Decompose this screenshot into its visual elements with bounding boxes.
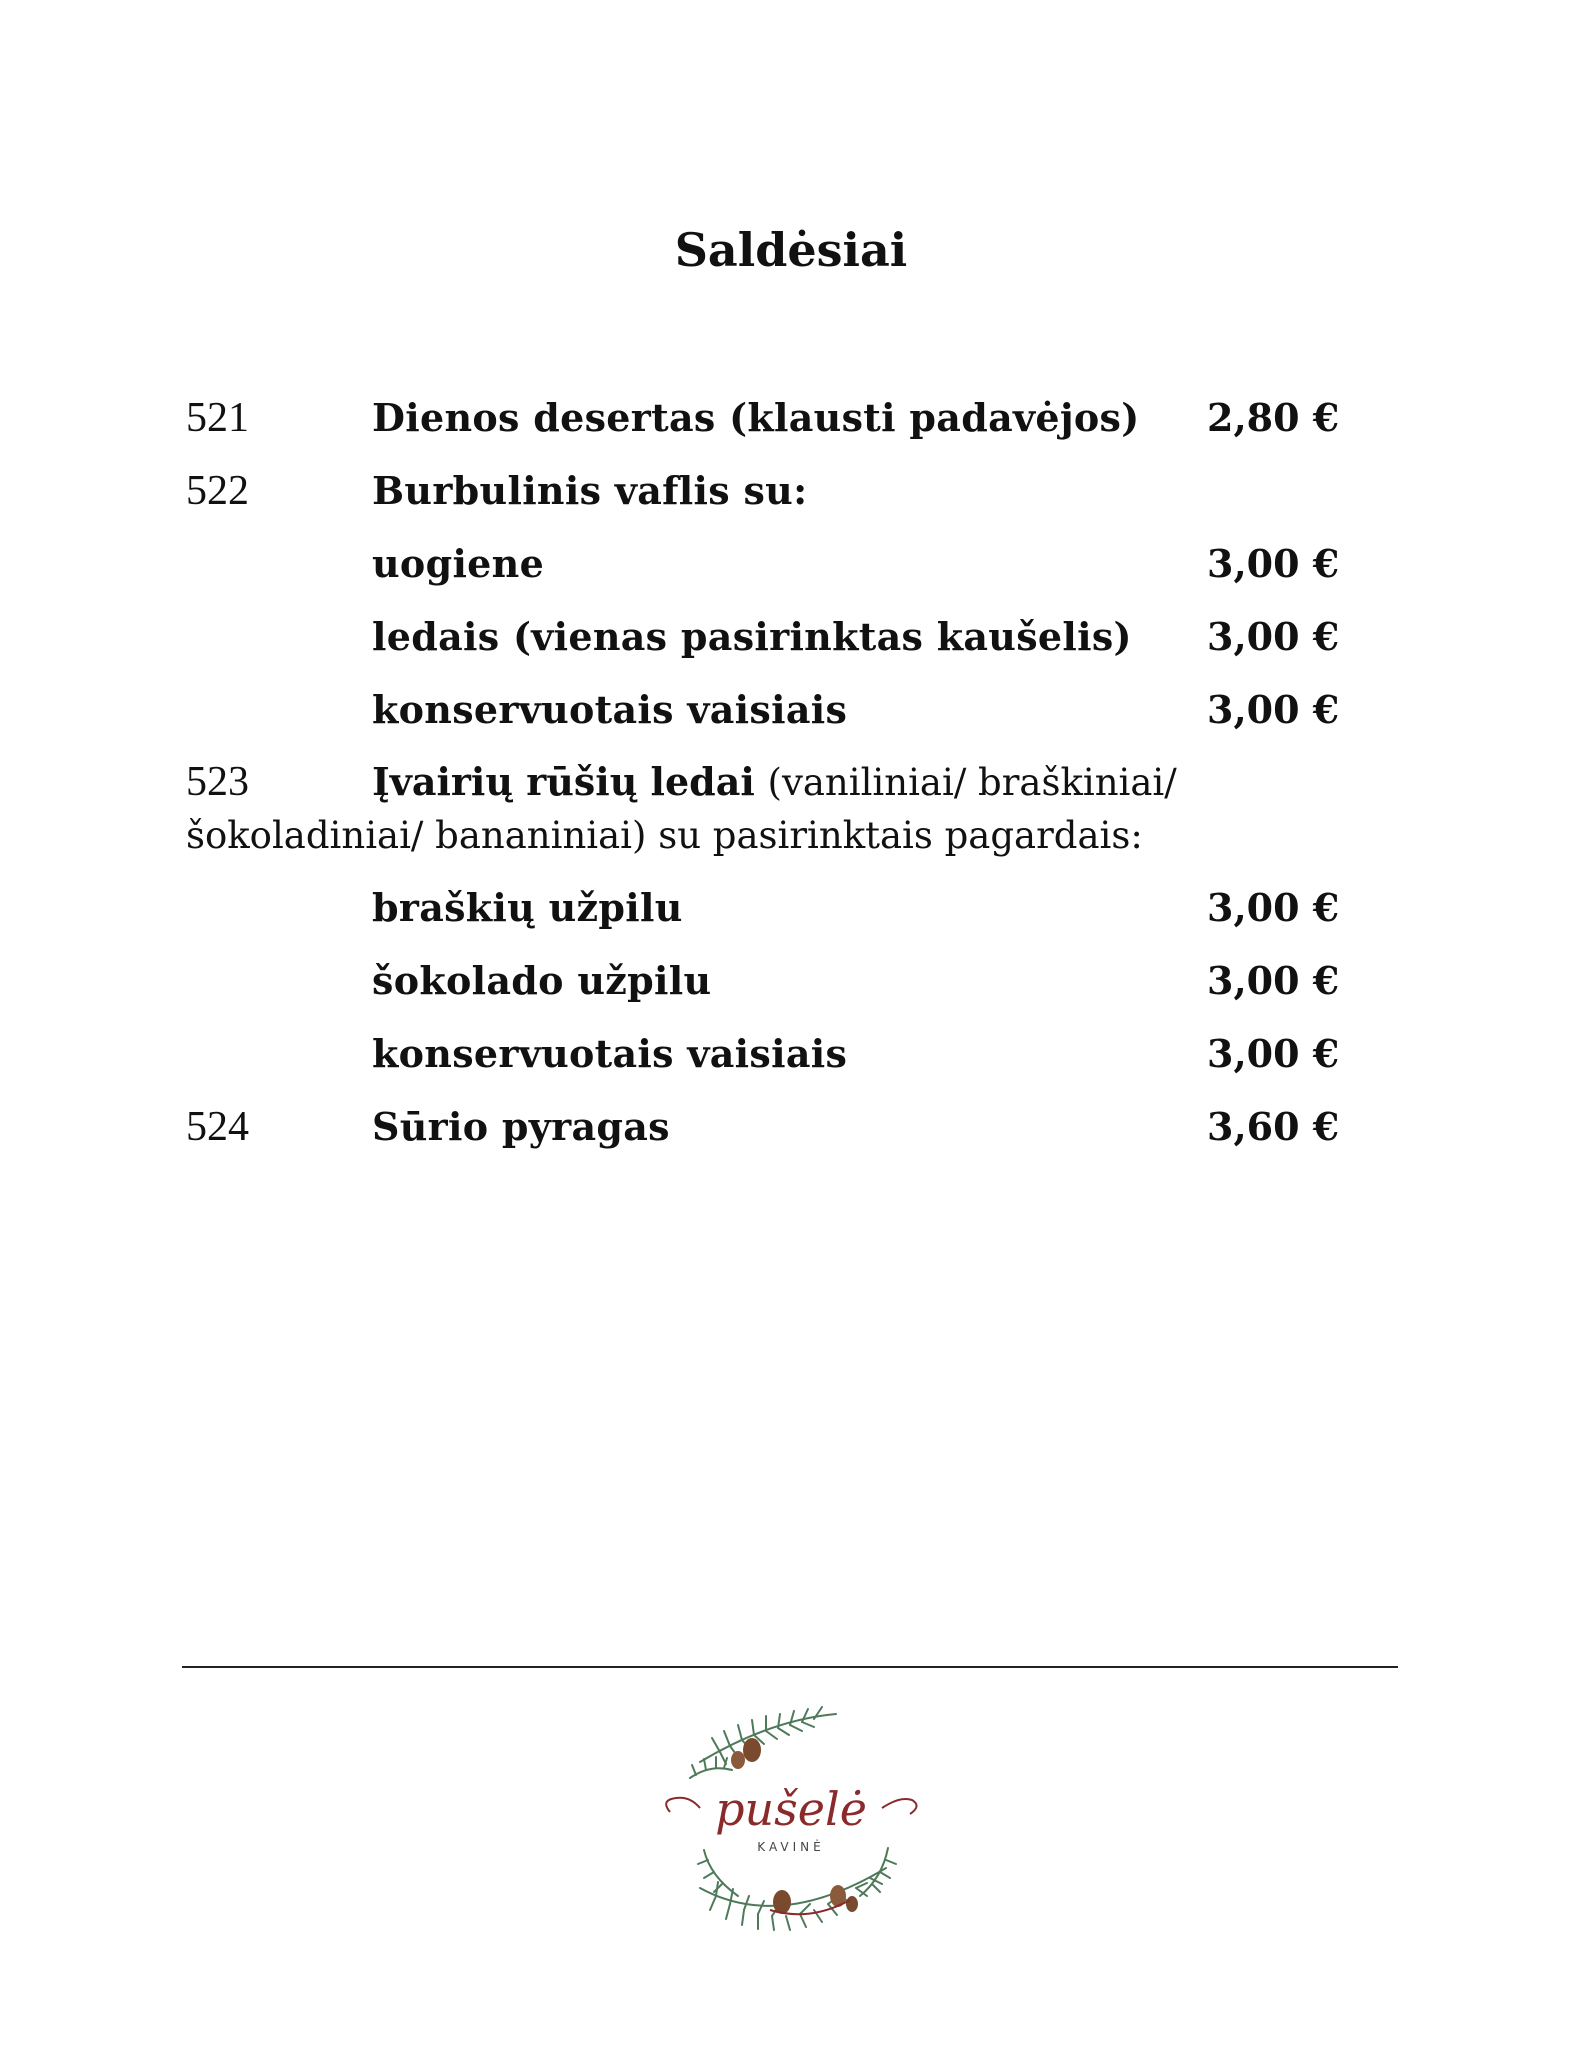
item-price: 3,00 € (1207, 958, 1340, 1003)
menu-item-row (0, 1099, 1582, 1155)
logo-name: pušelė (715, 1782, 867, 1836)
item-price: 3,60 € (1207, 1104, 1340, 1149)
menu-subitem-row (0, 536, 1582, 592)
item-name: ledais (vienas pasirinktas kaušelis) (372, 614, 1132, 659)
logo-subtitle: KAVINĖ (757, 1840, 825, 1854)
item-number: 524 (186, 1104, 249, 1150)
menu-subitem-row (0, 682, 1582, 738)
menu-subitem-row (0, 880, 1582, 936)
item-price: 3,00 € (1207, 885, 1340, 930)
item-description: (vaniliniai/ braškiniai/ šokoladiniai/ bananiniai) su pasirinktais pagardais: (186, 761, 1177, 857)
menu-item-row (0, 390, 1582, 446)
menu-subitem-row (0, 953, 1582, 1009)
item-name: uogiene (372, 541, 545, 586)
item-price: 3,00 € (1207, 1031, 1340, 1076)
item-name: Sūrio pyragas (372, 1104, 670, 1149)
footer-divider (182, 1666, 1398, 1668)
item-name: braškių užpilu (372, 885, 683, 930)
menu-subitem-row (0, 609, 1582, 665)
cafe-logo (660, 1700, 922, 1940)
item-number: 523 (186, 759, 249, 805)
menu-subitem-row (0, 1026, 1582, 1082)
item-price: 3,00 € (1207, 541, 1340, 586)
item-price: 3,00 € (1207, 614, 1340, 659)
item-price: 3,00 € (1207, 687, 1340, 732)
item-name: konservuotais vaisiais (372, 1031, 848, 1076)
item-number: 522 (186, 468, 249, 514)
menu-item-row (0, 463, 1582, 519)
menu-item-paragraph (186, 756, 1246, 862)
item-name: konservuotais vaisiais (372, 687, 848, 732)
item-name: Burbulinis vaflis su: (372, 468, 808, 513)
item-name: šokolado užpilu (372, 958, 712, 1003)
item-price: 2,80 € (1207, 395, 1340, 440)
item-number: 521 (186, 395, 249, 441)
page-title: Saldėsiai (674, 223, 908, 277)
item-name: Dienos desertas (klausti padavėjos) (372, 395, 1140, 440)
item-name: Įvairių rūšių ledai (372, 759, 755, 804)
